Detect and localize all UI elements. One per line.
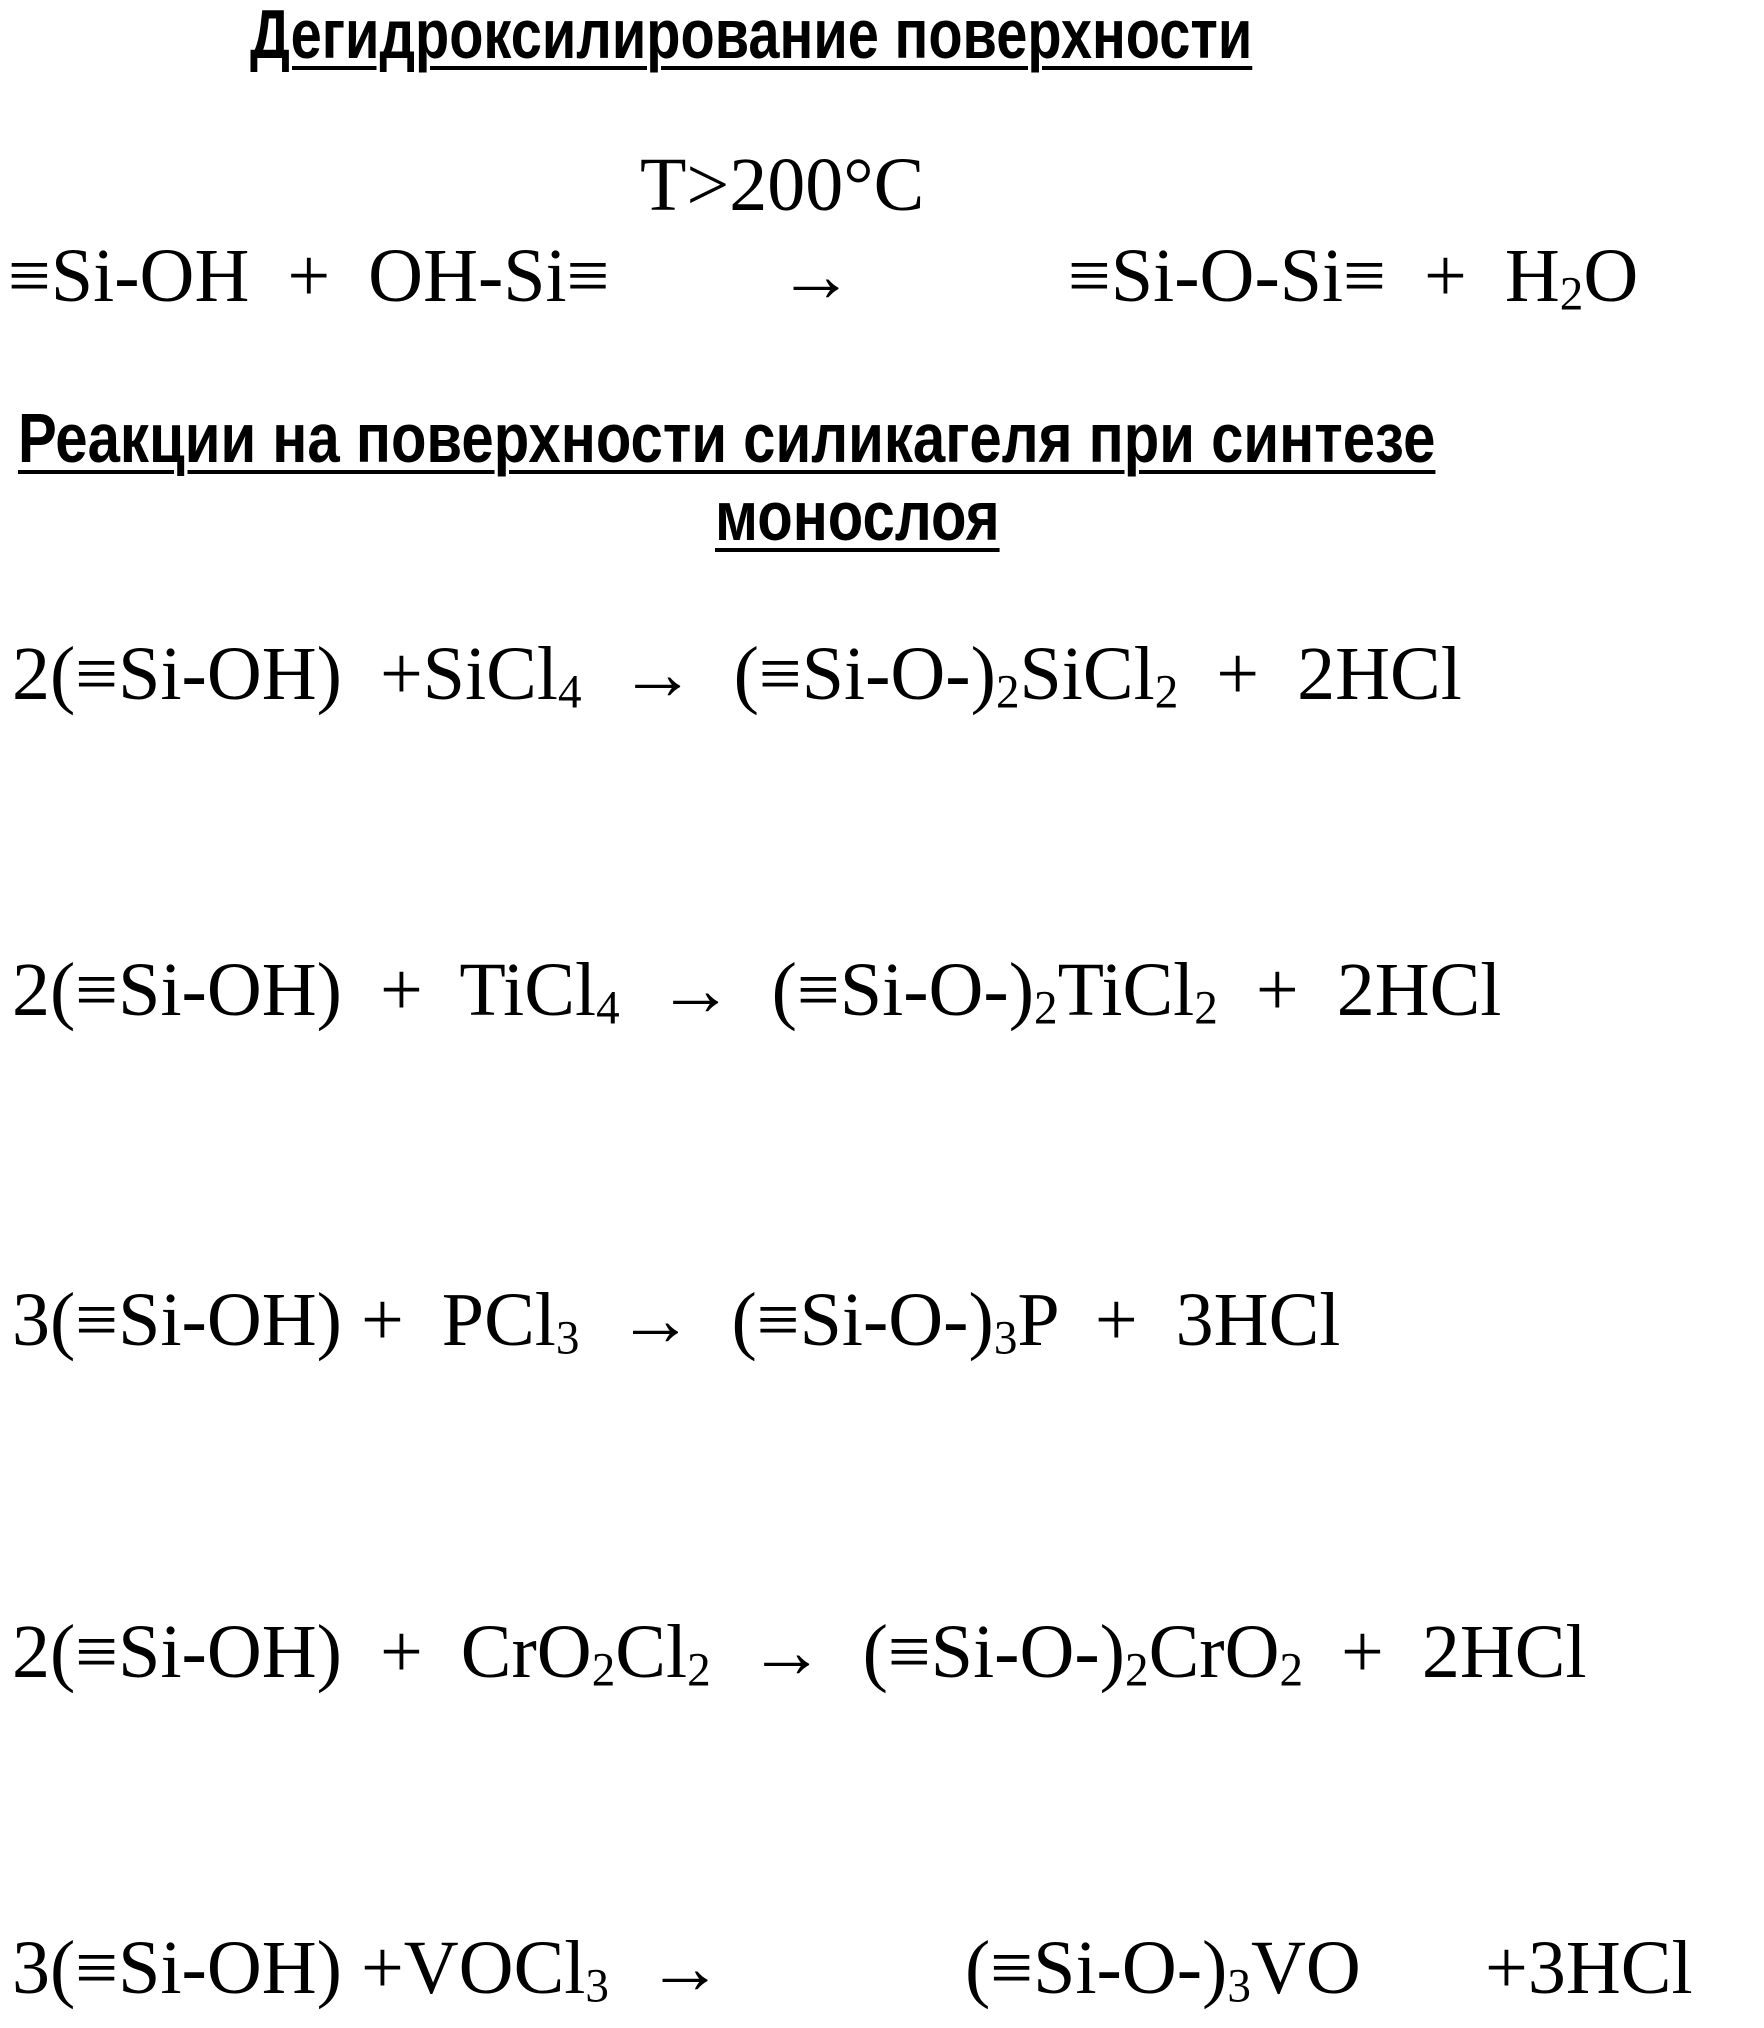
reaction-rhs-tail: + 2HCl [1303, 1610, 1587, 1694]
reaction-vocl3-rhs [965, 1926, 1361, 2013]
reaction-rhs: (≡Si-O-) [862, 1610, 1125, 1694]
reaction-lhs: 3(≡Si-OH) + PCl [12, 1278, 556, 1362]
reaction-rhs-product: P + 3HCl [1017, 1278, 1341, 1362]
reaction-lhs: 2(≡Si-OH) + TiCl [12, 948, 597, 1032]
products-tail: O [1583, 234, 1639, 318]
products-main: ≡Si-O-Si≡ + H [1068, 234, 1560, 318]
reaction-rhs: (≡Si-O-) [965, 1926, 1228, 2010]
reaction-ticl4 [12, 948, 1502, 1035]
reaction-arrow: → [710, 1610, 863, 1694]
reaction-rhs: (≡Si-O-) [731, 1278, 994, 1362]
dehydroxylation-arrow: → [778, 234, 854, 318]
section-title-monolayer-line2: монослоя [715, 477, 1000, 555]
reaction-rhs-product: VO [1250, 1926, 1361, 2010]
reaction-rhs-subscript: 2 [995, 666, 1020, 719]
section-title-dehydroxylation: Дегидроксилирование поверхности [250, 0, 1253, 73]
reaction-rhs-product: CrO [1148, 1610, 1280, 1694]
reaction-arrow: → [579, 1278, 732, 1362]
reaction-rhs-subscript: 3 [993, 1312, 1018, 1365]
reaction-lhs: 2(≡Si-OH) +SiCl [12, 632, 558, 716]
reaction-lhs-subscript: 2 [591, 1644, 616, 1697]
reaction-arrow: → [581, 632, 734, 716]
reaction-lhs: 2(≡Si-OH) + CrO [12, 1610, 592, 1694]
reaction-vocl3-lhs [12, 1926, 761, 2013]
reaction-sicl4 [12, 632, 1462, 719]
reaction-lhs-subscript: 3 [555, 1312, 580, 1365]
reaction-cro2cl2 [12, 1610, 1587, 1697]
products-subscript: 2 [1559, 268, 1584, 321]
section-title-monolayer-line1: Реакции на поверхности силикагеля при синтезе [18, 399, 1436, 477]
reaction-lhs: 3(≡Si-OH) +VOCl [12, 1926, 586, 2010]
reaction-condition: T>200°C [640, 143, 925, 227]
reaction-vocl3-tail: +3HCl [1485, 1926, 1693, 2010]
reaction-rhs-subscript: 2 [1279, 1644, 1304, 1697]
dehydroxylation-reactants: ≡Si-OH + OH-Si≡ [8, 234, 610, 318]
reaction-lhs-part: Cl [615, 1610, 688, 1694]
reaction-rhs-subscript: 2 [1194, 982, 1218, 1035]
reaction-lhs-subscript: 2 [687, 1644, 711, 1697]
reaction-rhs-tail: + 2HCl [1178, 632, 1462, 716]
reaction-lhs-subscript: 3 [585, 1960, 609, 2013]
reaction-rhs-subscript: 2 [1034, 982, 1058, 1035]
reaction-arrow: → [619, 948, 772, 1032]
reaction-rhs-subscript: 3 [1227, 1960, 1251, 2013]
reaction-pcl3 [12, 1278, 1341, 1365]
reaction-rhs: (≡Si-O-) [771, 948, 1035, 1032]
reaction-rhs: (≡Si-O-) [733, 632, 996, 716]
reaction-rhs-subscript: 2 [1125, 1644, 1149, 1697]
reaction-rhs-product: TiCl [1057, 948, 1195, 1032]
reaction-rhs-subscript: 2 [1154, 666, 1179, 719]
reaction-rhs-product: SiCl [1019, 632, 1155, 716]
reaction-arrow: → [608, 1926, 761, 2010]
reaction-lhs-subscript: 4 [596, 982, 620, 1035]
reaction-rhs-tail: + 2HCl [1217, 948, 1502, 1032]
reaction-lhs-subscript: 4 [558, 666, 582, 719]
dehydroxylation-products [1068, 234, 1639, 321]
